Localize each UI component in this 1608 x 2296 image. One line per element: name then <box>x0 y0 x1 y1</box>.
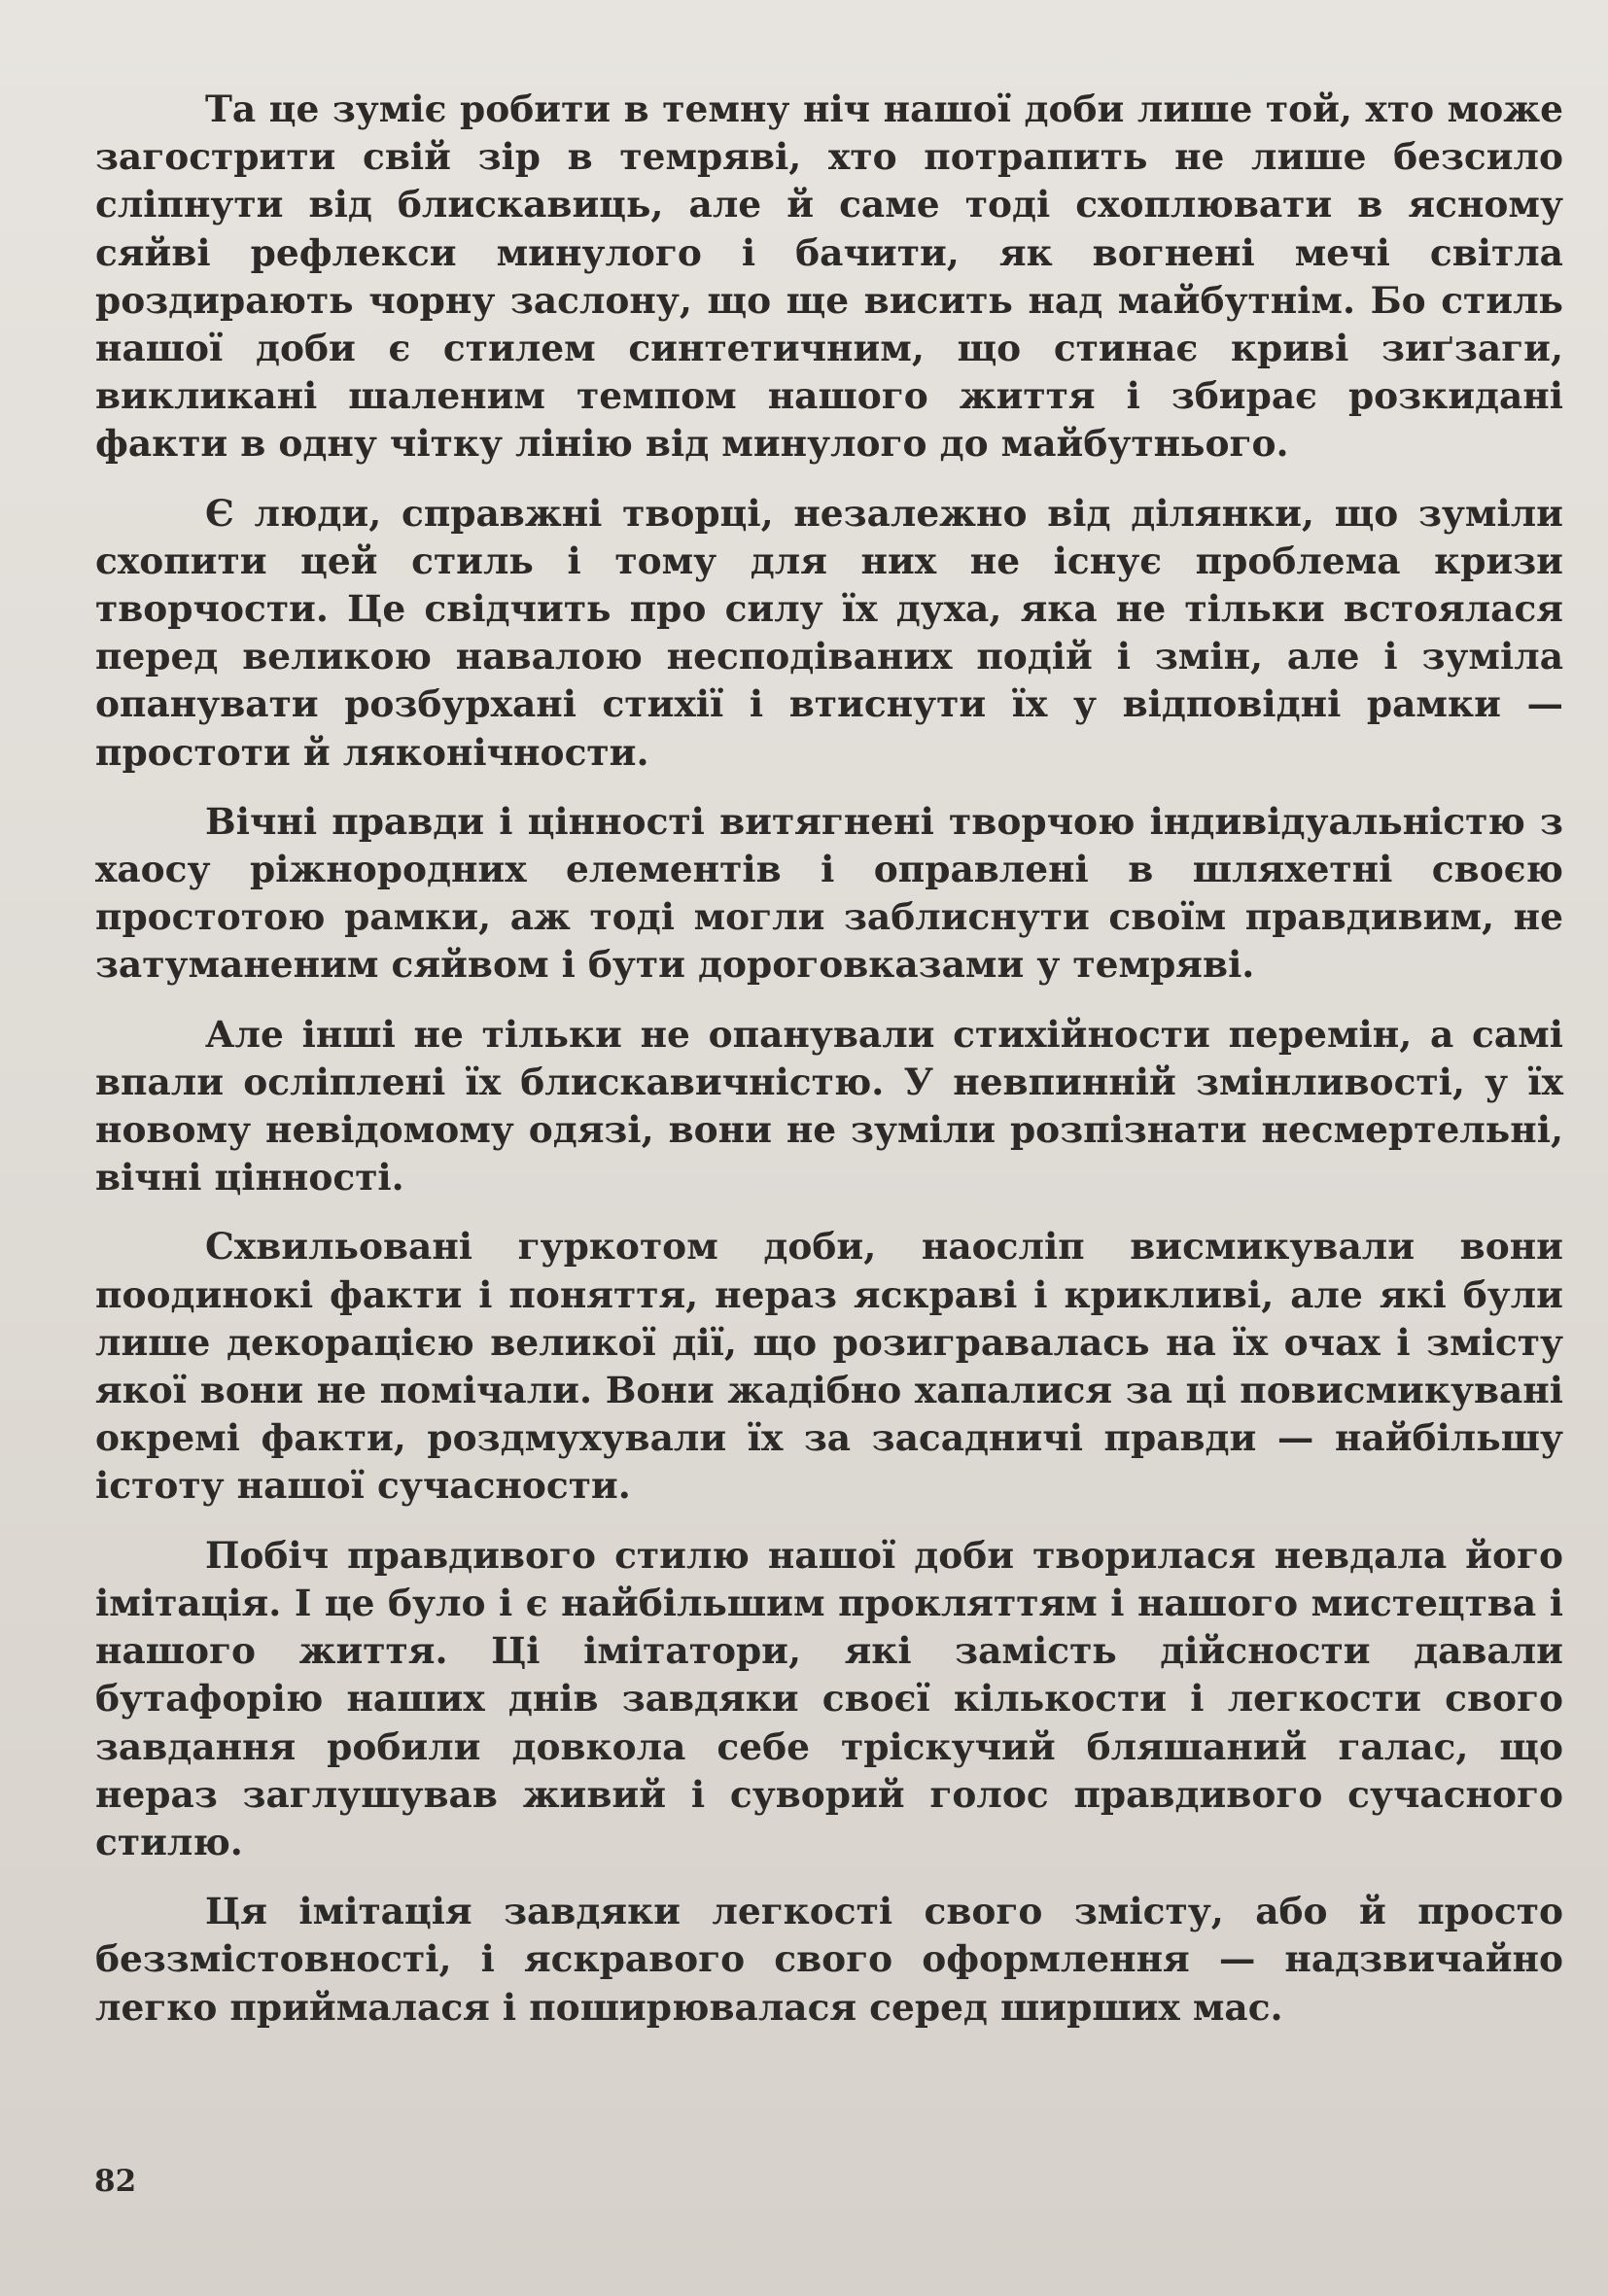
paragraph-6: Побіч правдивого стилю нашої доби творилася невдала його імітація. І це було і є найбільшим прокляттям і нашого мистецтва і нашого життя. Ці імітатори, які замість дійсности давали бутафорію наших днів завдяки своєї кількости і легкости свого завдання робили довкола себе тріскучий бляшаний галас, що нераз заглушував живий і суворий голос правдивого сучасного стилю. <box>95 1533 1563 1863</box>
paragraph-5: Схвильовані гуркотом доби, наосліп висмикували вони поодинокі факти і поняття, нераз яскраві і крикливі, але які були лише декорацією великої дії, що розигравалась на їх очах і змісту якої вони не помічали. Вони жадібно хапалися за ці повисмикувані окремі факти, роздмухували їх за засадничі правди — найбільшу істоту нашої сучасности. <box>95 1225 1563 1508</box>
paragraph-4: Але інші не тільки не опанували стихійности перемін, а самі впали осліплені їх блискавичністю. У невпинній змінливості, у їх новому невідомому одязі, вони не зуміли розпізнати несмертельні, вічні цінності. <box>95 1012 1563 1200</box>
paragraph-7: Ця імітація завдяки легкості свого змісту, або й просто беззмістовності, і яскравого свого оформлення — надзвичайно легко приймалася і поширювалася серед ширших мас. <box>95 1890 1563 2029</box>
paragraph-3: Вічні правди і цінності витягнені творчою індивідуальністю з хаосу ріжнородних елементів і оправлені в шляхетні своєю простотою рамки, аж тоді могли заблиснути своїм правдивим, не затуманеним сяйвом і бути дороговказами у темряві. <box>95 799 1563 987</box>
paragraph-1: Та це зуміє робити в темну ніч нашої доби лише той, хто може загострити свій зір в темряві, хто потрапить не лише безсило сліпнути від блискавиць, але й саме тоді схоплювати в ясному сяйві рефлекси минулого і бачити, як вогнені мечі світла роздирають чорну заслону, що ще висить над майбутнім. Бо стиль нашої доби є стилем синтетичним, що стинає криві зиґзаги, викликані шаленим темпом нашого життя і збирає розкидані факти в одну чітку лінію від минулого до майбутнього. <box>95 87 1563 466</box>
page-text <box>95 86 1563 2032</box>
paragraph-2: Є люди, справжні творці, незалежно від ділянки, що зуміли схопити цей стиль і тому для них не існує проблема кризи творчости. Це свідчить про силу їх духа, яка не тільки встоялася перед великою навалою несподіваних подій і змін, але і зуміла опанувати розбурхані стихії і втиснути їх у відповідні рамки — простоти й ляконічности. <box>95 491 1563 774</box>
page-number: 82 <box>94 2164 137 2199</box>
